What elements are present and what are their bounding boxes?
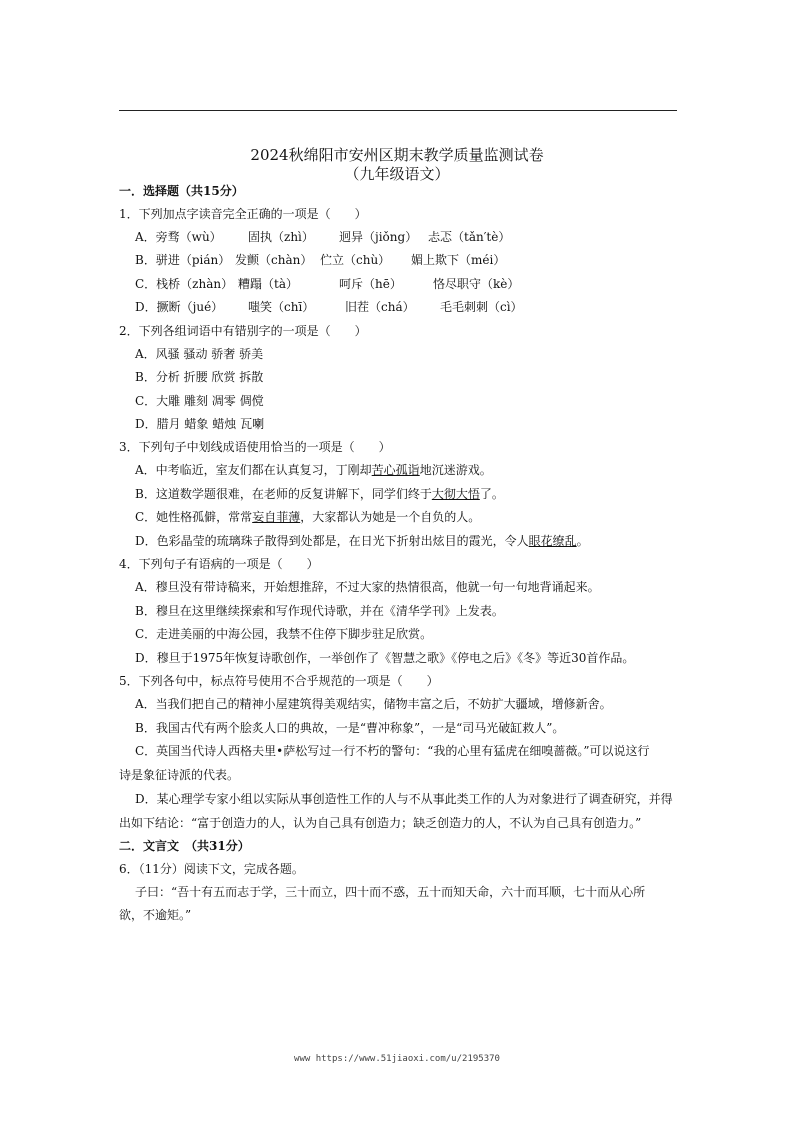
q1-option-c-4: 恪尽职守（kè） xyxy=(433,277,520,291)
q1-option-d-3: 旧茬（chá） xyxy=(345,300,415,314)
q4-option-b: B．穆旦在这里继续探索和写作现代诗歌，并在《清华学刊》上发表。 xyxy=(135,604,504,618)
q3-option-d-idiom: 眼花缭乱 xyxy=(528,534,577,548)
question-2-stem: 2．下列各组词语中有错别字的一项是（ ） xyxy=(119,324,367,338)
section-heading-classical: 二．文言文 （共31分） xyxy=(119,839,250,853)
q2-option-c: C．大雕 雕刻 凋零 倜傥 xyxy=(135,394,264,408)
q1-option-d-4: 毛毛刺刺（cì） xyxy=(440,300,523,314)
q3-option-a xyxy=(135,462,492,478)
question-6-stem: 6．（11分）阅读下文，完成各题。 xyxy=(119,862,304,876)
q1-option-b-2: 发颤（chàn） xyxy=(235,253,313,267)
q1-option-a-2: 固执（zhì） xyxy=(248,230,314,244)
q3-option-d-text-pre: D．色彩晶莹的琉璃珠子散得到处都是，在日光下折射出炫目的霞光，令人 xyxy=(135,534,529,548)
q5-option-b: B．我国古代有两个脍炙人口的典故，一是“曹冲称象”，一是“司马光破缸救人”。 xyxy=(135,721,565,735)
q2-option-b: B．分析 折腰 欣赏 拆散 xyxy=(135,370,264,384)
page-title: 2024秋绵阳市安州区期末教学质量监测试卷 xyxy=(250,146,544,164)
q3-option-b-text-post: 了。 xyxy=(479,487,504,501)
q3-option-a-text-pre: A．中考临近，室友们都在认真复习，丁刚却 xyxy=(135,463,372,477)
q4-option-a: A．穆旦没有带诗稿来，开始想推辞，不过大家的热情很高，他就一句一句地背诵起来。 xyxy=(135,580,600,594)
question-1-stem: 1．下列加点字读音完全正确的一项是（ ） xyxy=(119,207,367,221)
question-5-stem: 5．下列各句中，标点符号使用不合乎规范的一项是（ ） xyxy=(119,674,439,688)
q5-option-c-line2: 诗是象征诗派的代表。 xyxy=(119,768,240,782)
q3-option-a-idiom: 苦心孤诣 xyxy=(371,463,420,477)
q1-option-c-2: 糟蹋（tà） xyxy=(238,277,298,291)
q1-option-b-3: 伫立（chù） xyxy=(320,253,391,267)
q1-option-d-1: D．撅断（jué） xyxy=(135,300,224,314)
q1-option-a-3: 迥异（jiǒng） xyxy=(339,230,418,244)
q1-option-b-4: 媚上欺下（méi） xyxy=(411,253,506,267)
q4-option-c: C．走进美丽的中海公园，我禁不住停下脚步驻足欣赏。 xyxy=(135,627,433,641)
q5-option-d-line1: D．某心理学专家小组以实际从事创造性工作的人与不从事此类工作的人为对象进行了调查研究，并得 xyxy=(135,792,673,806)
q6-passage-line1: 子曰：“吾十有五而志于学，三十而立，四十而不惑，五十而知天命，六十而耳顺，七十而从心所 xyxy=(135,885,646,899)
q6-passage-line2: 欲，不逾矩。” xyxy=(119,908,192,922)
q3-option-d xyxy=(135,533,589,549)
question-3-stem: 3．下列句子中划线成语使用恰当的一项是（ ） xyxy=(119,440,391,454)
q2-option-a: A．风骚 骚动 骄奢 骄美 xyxy=(135,347,264,361)
q1-option-d-2: 嗤笑（chī） xyxy=(248,300,315,314)
q5-option-a: A．当我们把自己的精神小屋建筑得美观结实，储物丰富之后，不妨扩大疆域，增修新舍。 xyxy=(135,697,612,711)
q1-option-c-1: C．栈桥（zhàn） xyxy=(135,277,234,291)
header-rule xyxy=(119,110,677,111)
footer-url: www https://www.51jiaoxi.com/u/2195370 xyxy=(294,1054,500,1064)
q3-option-a-text-post: 地沉迷游戏。 xyxy=(419,463,492,477)
q1-option-a-4: 忐忑（tǎn′tè） xyxy=(428,230,511,244)
q5-option-d-line2: 出如下结论：“富于创造力的人，认为自己具有创造力；缺乏创造力的人，不认为自己具有创造力。” xyxy=(119,816,642,830)
q3-option-c xyxy=(135,509,480,525)
page-subtitle: （九年级语文） xyxy=(344,165,450,183)
q3-option-c-idiom: 妄自菲薄 xyxy=(252,510,301,524)
q3-option-b-idiom: 大彻大悟 xyxy=(431,487,480,501)
q3-option-b-text-pre: B．这道数学题很难，在老师的反复讲解下，同学们终于 xyxy=(135,487,432,501)
q3-option-d-text-post: 。 xyxy=(576,534,589,548)
q1-option-b-1: B．骈进（pián） xyxy=(135,253,231,267)
q2-option-d: D．腊月 蜡象 蜡烛 瓦喇 xyxy=(135,417,265,431)
section-heading-choice: 一．选择题（共15分） xyxy=(119,184,244,198)
q4-option-d: D．穆旦于1975年恢复诗歌创作，一举创作了《智慧之歌》《停电之后》《冬》等近30首作品。 xyxy=(135,651,635,665)
q3-option-c-text-post: ，大家都认为她是一个自负的人。 xyxy=(300,510,481,524)
q3-option-b xyxy=(135,486,504,502)
question-4-stem: 4．下列句子有语病的一项是（ ） xyxy=(119,557,319,571)
q3-option-c-text-pre: C．她性格孤僻，常常 xyxy=(135,510,253,524)
q1-option-a-1: A．旁骛（wù） xyxy=(135,230,222,244)
q1-option-c-3: 呵斥（hē） xyxy=(339,277,402,291)
q5-option-c-line1: C．英国当代诗人西格夫里•萨松写过一行不朽的警句：“我的心里有猛虎在细嗅蔷薇。”可以说这行 xyxy=(135,744,650,758)
